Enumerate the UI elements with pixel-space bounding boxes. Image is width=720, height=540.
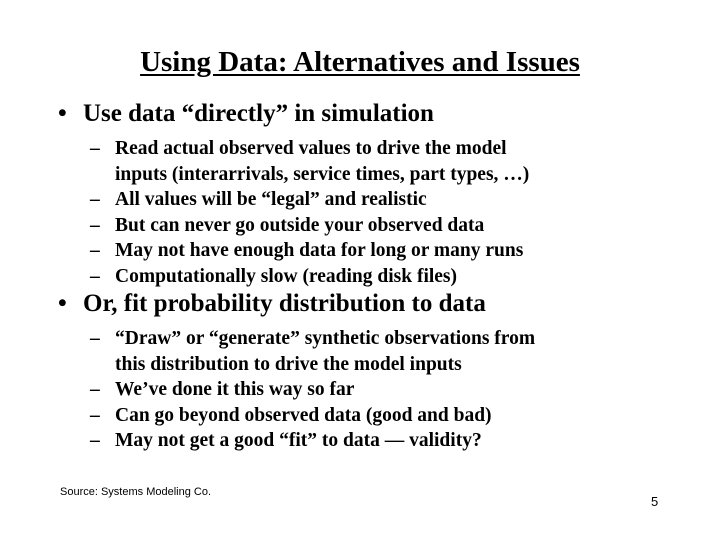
dash-marker: – bbox=[90, 328, 100, 349]
list-item bbox=[90, 187, 529, 213]
bullet-heading: Or, fit probability distribution to data bbox=[83, 290, 486, 317]
list-item bbox=[90, 213, 529, 239]
list-item-text: We’ve done it this way so far bbox=[115, 379, 355, 400]
list-item bbox=[90, 377, 535, 403]
list-item bbox=[90, 428, 535, 454]
list-item-text: Can go beyond observed data (good and bad) bbox=[115, 404, 492, 426]
page-number: 5 bbox=[651, 494, 659, 509]
bullet-fit-distribution bbox=[58, 290, 486, 318]
bullet-marker: • bbox=[58, 100, 67, 127]
dash-marker: – bbox=[90, 379, 100, 400]
list-item-text: All values will be “legal” and realistic bbox=[115, 189, 427, 210]
dash-marker: – bbox=[90, 404, 100, 426]
list-item bbox=[90, 136, 529, 187]
list-item-text: this distribution to drive the model inputs bbox=[115, 353, 462, 375]
bullet-use-data-directly bbox=[58, 100, 434, 128]
dash-marker: – bbox=[90, 240, 100, 261]
dash-marker: – bbox=[90, 265, 100, 287]
bullet-marker: • bbox=[58, 290, 67, 317]
list-item-text: But can never go outside your observed data bbox=[115, 214, 485, 236]
slide-title: Using Data: Alternatives and Issues bbox=[140, 46, 580, 78]
list-item-text: inputs (interarrivals, service times, part types, …) bbox=[115, 163, 530, 185]
list-item-text: Computationally slow (reading disk files) bbox=[115, 265, 458, 287]
list-item bbox=[90, 238, 529, 264]
list-item-text: “Draw” or “generate” synthetic observations from bbox=[115, 328, 536, 349]
dash-marker: – bbox=[90, 430, 100, 451]
list-item bbox=[90, 326, 535, 377]
bullet-heading: Use data “directly” in simulation bbox=[83, 100, 434, 127]
dash-marker: – bbox=[90, 214, 100, 236]
list-item bbox=[90, 264, 529, 290]
sub-list-fit-distribution bbox=[90, 326, 535, 454]
list-item-text: May not get a good “fit” to data — validity? bbox=[115, 430, 482, 451]
dash-marker: – bbox=[90, 189, 100, 210]
list-item-text: May not have enough data for long or many runs bbox=[115, 240, 524, 261]
list-item bbox=[90, 403, 535, 429]
list-item-text: Read actual observed values to drive the model bbox=[115, 138, 507, 159]
dash-marker: – bbox=[90, 138, 100, 159]
source-credit: Source: Systems Modeling Co. bbox=[60, 486, 212, 498]
sub-list-direct-use bbox=[90, 136, 529, 289]
